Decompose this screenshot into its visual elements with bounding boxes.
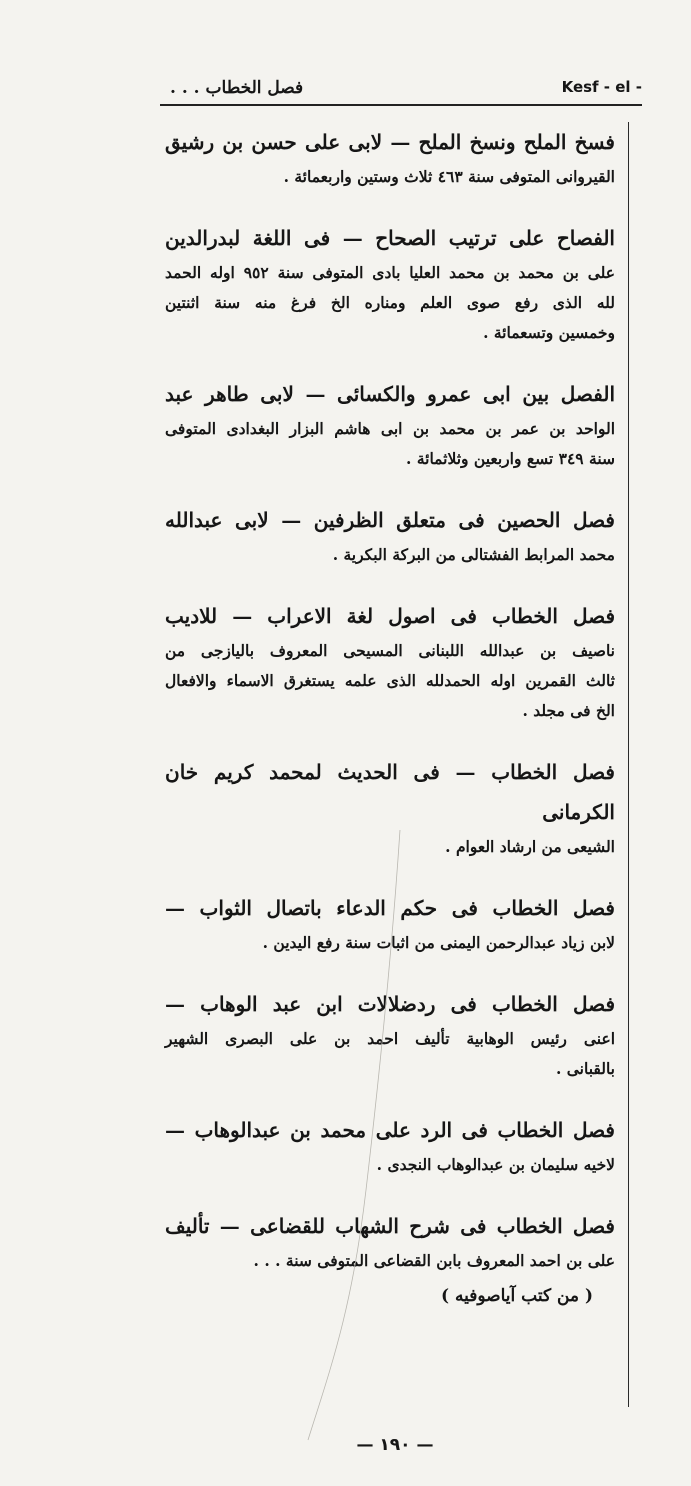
entry-line: الخ فى مجلد . <box>522 701 615 720</box>
entry-body <box>165 162 615 192</box>
entry-body <box>165 1246 615 1276</box>
entry <box>165 752 615 862</box>
entry-heading: فصل الخطاب فى ردضلالات ابن عبد الوهاب — <box>165 992 615 1016</box>
entry-line: بالقبانى . <box>555 1059 615 1078</box>
entry <box>165 888 615 958</box>
entry-line: الشيعى من ارشاد العوام . <box>445 837 615 856</box>
entry-line: الواحد بن عمر بن محمد بن ابى هاشم البزار البغدادى المتوفى <box>165 419 615 438</box>
entry-body <box>165 636 615 726</box>
entry-body <box>165 928 615 958</box>
entry-heading: فصل الخطاب — فى الحديث لمحمد كريم خان الكرمانى <box>165 760 615 824</box>
entry-body <box>165 258 615 348</box>
entry-heading: فصل الخطاب فى اصول لغة الاعراب — للاديب <box>165 604 615 628</box>
entry-line: محمد المرابط الفشتالى من البركة البكرية . <box>332 545 615 564</box>
entry <box>165 984 615 1084</box>
page-header <box>160 68 642 108</box>
entry-body <box>165 414 615 474</box>
entry-body <box>165 1024 615 1084</box>
entry <box>165 1110 615 1180</box>
entry-line: ثالث القمرين اوله الحمدلله الذى علمه يستغرق الاسماء والافعال <box>165 671 615 690</box>
entry-heading: فصل الخطاب فى حكم الدعاء باتصال الثواب — <box>165 896 615 920</box>
entry <box>165 500 615 570</box>
entry-line: لابن زياد عبدالرحمن اليمنى من اثبات سنة رفع اليدين . <box>262 933 615 952</box>
entry-line: القيروانى المتوفى سنة ٤٦٣ ثلاث وستين واربعمائة . <box>283 167 615 186</box>
entry-line: لله الذى رفع صوى العلم ومناره الخ فرغ منه سنة اثنتين <box>165 293 615 312</box>
entry <box>165 122 615 192</box>
entries-list <box>165 122 615 1312</box>
entry-heading: فصل الخطاب فى شرح الشهاب للقضاعى — تأليف <box>165 1214 615 1238</box>
entry-heading: الفصاح على ترتيب الصحاح — فى اللغة لبدرالدين <box>165 226 615 250</box>
margin-line <box>628 122 629 1407</box>
entry-heading: فصل الحصين فى متعلق الظرفين — لابى عبدالله <box>165 508 615 532</box>
entry-heading: فصل الخطاب فى الرد على محمد بن عبدالوهاب — <box>165 1118 615 1142</box>
entry-line: سنة ٣٤٩ تسع واربعين وثلاثمائة . <box>406 449 615 468</box>
entry-line: ناصيف بن عبدالله اللبنانى المسيحى المعروف باليازجى من <box>165 641 615 660</box>
entry-line: لاخيه سليمان بن عبدالوهاب النجدى . <box>376 1155 615 1174</box>
running-code: Kesf - el - <box>561 78 642 96</box>
entry-line: على بن احمد المعروف بابن القضاعى المتوفى سنة . . . <box>253 1251 615 1270</box>
header-rule <box>160 104 642 106</box>
running-title: فصل الخطاب . . . <box>170 78 304 98</box>
entry-body <box>165 540 615 570</box>
entry <box>165 218 615 348</box>
entry <box>165 596 615 726</box>
entry-line: وخمسين وتسعمائة . <box>483 323 615 342</box>
source-note: ( من كتب آياصوفيه ) <box>441 1286 593 1306</box>
entry-line: على بن محمد بن محمد العليا بادى المتوفى سنة ٩٥٢ اوله الحمد <box>165 263 615 282</box>
entry-body <box>165 832 615 862</box>
entry-line: اعنى رئيس الوهابية تأليف احمد بن على البصرى الشهير <box>165 1029 615 1048</box>
entry <box>165 1206 615 1276</box>
entry-heading: الفصل بين ابى عمرو والكسائى — لابى طاهر عبد <box>165 382 615 406</box>
entry-heading: فسخ الملح ونسخ الملح — لابى على حسن بن رشيق <box>165 130 615 154</box>
entry <box>165 374 615 474</box>
page-number: — ١٩٠ — <box>356 1435 434 1455</box>
entry-body <box>165 1150 615 1180</box>
